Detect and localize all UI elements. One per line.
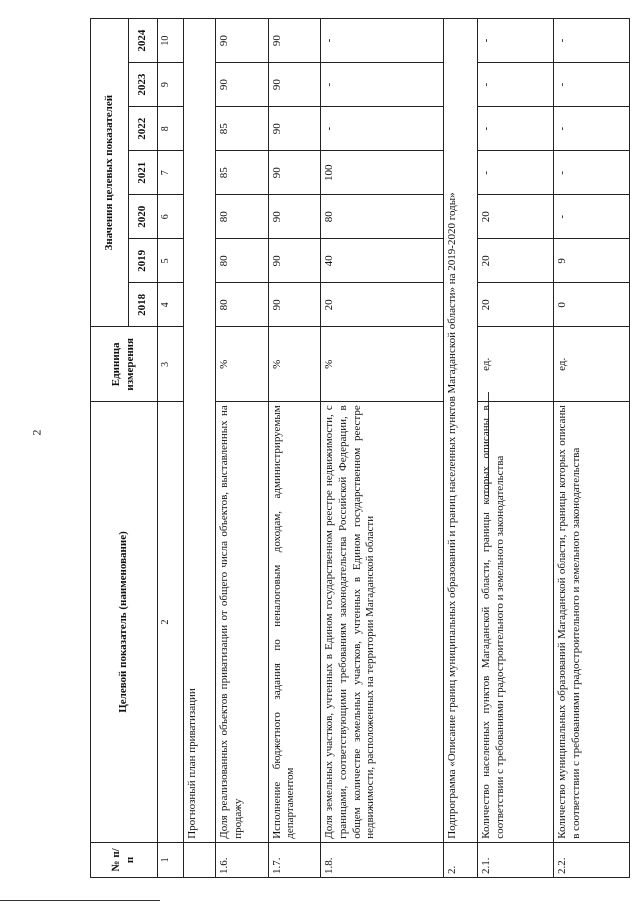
row-value: 20: [478, 239, 554, 283]
table-row: [216, 19, 268, 878]
row-value: -: [321, 19, 443, 63]
row-value: 20: [478, 283, 554, 327]
row-value: 90: [216, 19, 268, 63]
col-number: 10: [158, 19, 184, 63]
row-value: -: [478, 19, 554, 63]
col-number: 4: [158, 283, 184, 327]
forecast-row: [184, 19, 216, 878]
page-number: 2: [29, 429, 44, 436]
row-num: [184, 842, 216, 877]
row-value: -: [554, 151, 630, 195]
row-value: 90: [216, 63, 268, 107]
table-row: [321, 19, 443, 878]
row-num: 1.8.: [321, 842, 443, 877]
col-number: 1: [158, 842, 184, 877]
row-value: -: [554, 63, 630, 107]
row-value: 100: [321, 151, 443, 195]
row-value: 90: [268, 63, 320, 107]
numbering-row: [158, 19, 184, 878]
row-value: -: [554, 19, 630, 63]
row-value: 40: [321, 239, 443, 283]
row-value: 20: [478, 195, 554, 239]
row-unit: ед.: [478, 327, 554, 402]
row-num: 1.7.: [268, 842, 320, 877]
row-value: -: [478, 107, 554, 151]
row-value: 85: [216, 107, 268, 151]
row-value: 20: [321, 283, 443, 327]
row-value: 80: [216, 239, 268, 283]
row-value: 90: [268, 195, 320, 239]
col-number: 8: [158, 107, 184, 151]
row-value: 0: [554, 283, 630, 327]
row-value: 9: [554, 239, 630, 283]
table-row: [478, 19, 554, 878]
header-num: № п/п: [91, 842, 158, 877]
header-year: 2024: [128, 19, 157, 63]
col-number: 2: [158, 402, 184, 843]
row-value: -: [321, 107, 443, 151]
header-year: 2023: [128, 63, 157, 107]
header-year: 2019: [128, 239, 157, 283]
row-value: 80: [216, 195, 268, 239]
row-value: -: [321, 63, 443, 107]
row-value: 80: [216, 283, 268, 327]
row-name: Прогнозный план приватизации: [184, 19, 216, 843]
row-value: 90: [268, 19, 320, 63]
row-value: 90: [268, 283, 320, 327]
row-unit: %: [321, 327, 443, 402]
col-number: 6: [158, 195, 184, 239]
header-unit: Единица измерения: [91, 327, 158, 402]
header-values: Значения целевых показателей: [91, 19, 129, 327]
row-num: 2.2.: [554, 842, 630, 877]
row-value: -: [478, 151, 554, 195]
col-number: 9: [158, 63, 184, 107]
header-year: 2020: [128, 195, 157, 239]
target-indicators-table: [90, 18, 630, 878]
col-number: 5: [158, 239, 184, 283]
row-unit: %: [216, 327, 268, 402]
header-year: 2021: [128, 151, 157, 195]
row-num: 2.1.: [478, 842, 554, 877]
rotated-table-container: [90, 18, 630, 878]
row-name: Количество муниципальных образований Магаданской области, границы которых описаны в соответствии с требованиями градостроительного и земельного законодательства: [554, 402, 630, 843]
row-value: 90: [268, 151, 320, 195]
row-value: -: [554, 195, 630, 239]
subprogram-row: [443, 19, 478, 878]
col-number: 7: [158, 151, 184, 195]
table-row: [554, 19, 630, 878]
row-value: -: [554, 107, 630, 151]
row-value: 80: [321, 195, 443, 239]
row-value: -: [478, 63, 554, 107]
header-year: 2022: [128, 107, 157, 151]
table-row: [268, 19, 320, 878]
header-year: 2018: [128, 283, 157, 327]
row-unit: %: [268, 327, 320, 402]
header-name: Целевой показатель (наименование): [91, 402, 158, 843]
row-value: 90: [268, 239, 320, 283]
row-value: 90: [268, 107, 320, 151]
row-name: Доля реализованных объектов приватизации от общего числа объектов, выставленных на продажу: [216, 402, 268, 843]
col-number: 3: [158, 327, 184, 402]
row-name: Количество населенных пунктов Магаданской области, границы которых описаны в соответствии с требованиями градостроительного и земельного законодательства: [478, 402, 554, 843]
row-value: 85: [216, 151, 268, 195]
row-name: Исполнение бюджетного задания по неналоговым доходам, администрируемым департаментом: [268, 402, 320, 843]
footnote-line: [0, 900, 160, 901]
subprogram-title: Подпрограмма «Описание границ муниципальных образований и границ населенных пунктов Магаданской области» на 2019-2020 годы»: [443, 19, 478, 843]
row-unit: ед.: [554, 327, 630, 402]
row-num: 1.6.: [216, 842, 268, 877]
row-num: 2.: [443, 842, 478, 877]
row-name: Доля земельных участков, учтенных в Едином государственном реестре недвижимости, с границами, соответствующими требованиям законодательства Российской Федерации, в общем количестве земельных участков, учтенных в Едином государственном реестре недвижимости, расположенных на территории Магаданской области: [321, 402, 443, 843]
